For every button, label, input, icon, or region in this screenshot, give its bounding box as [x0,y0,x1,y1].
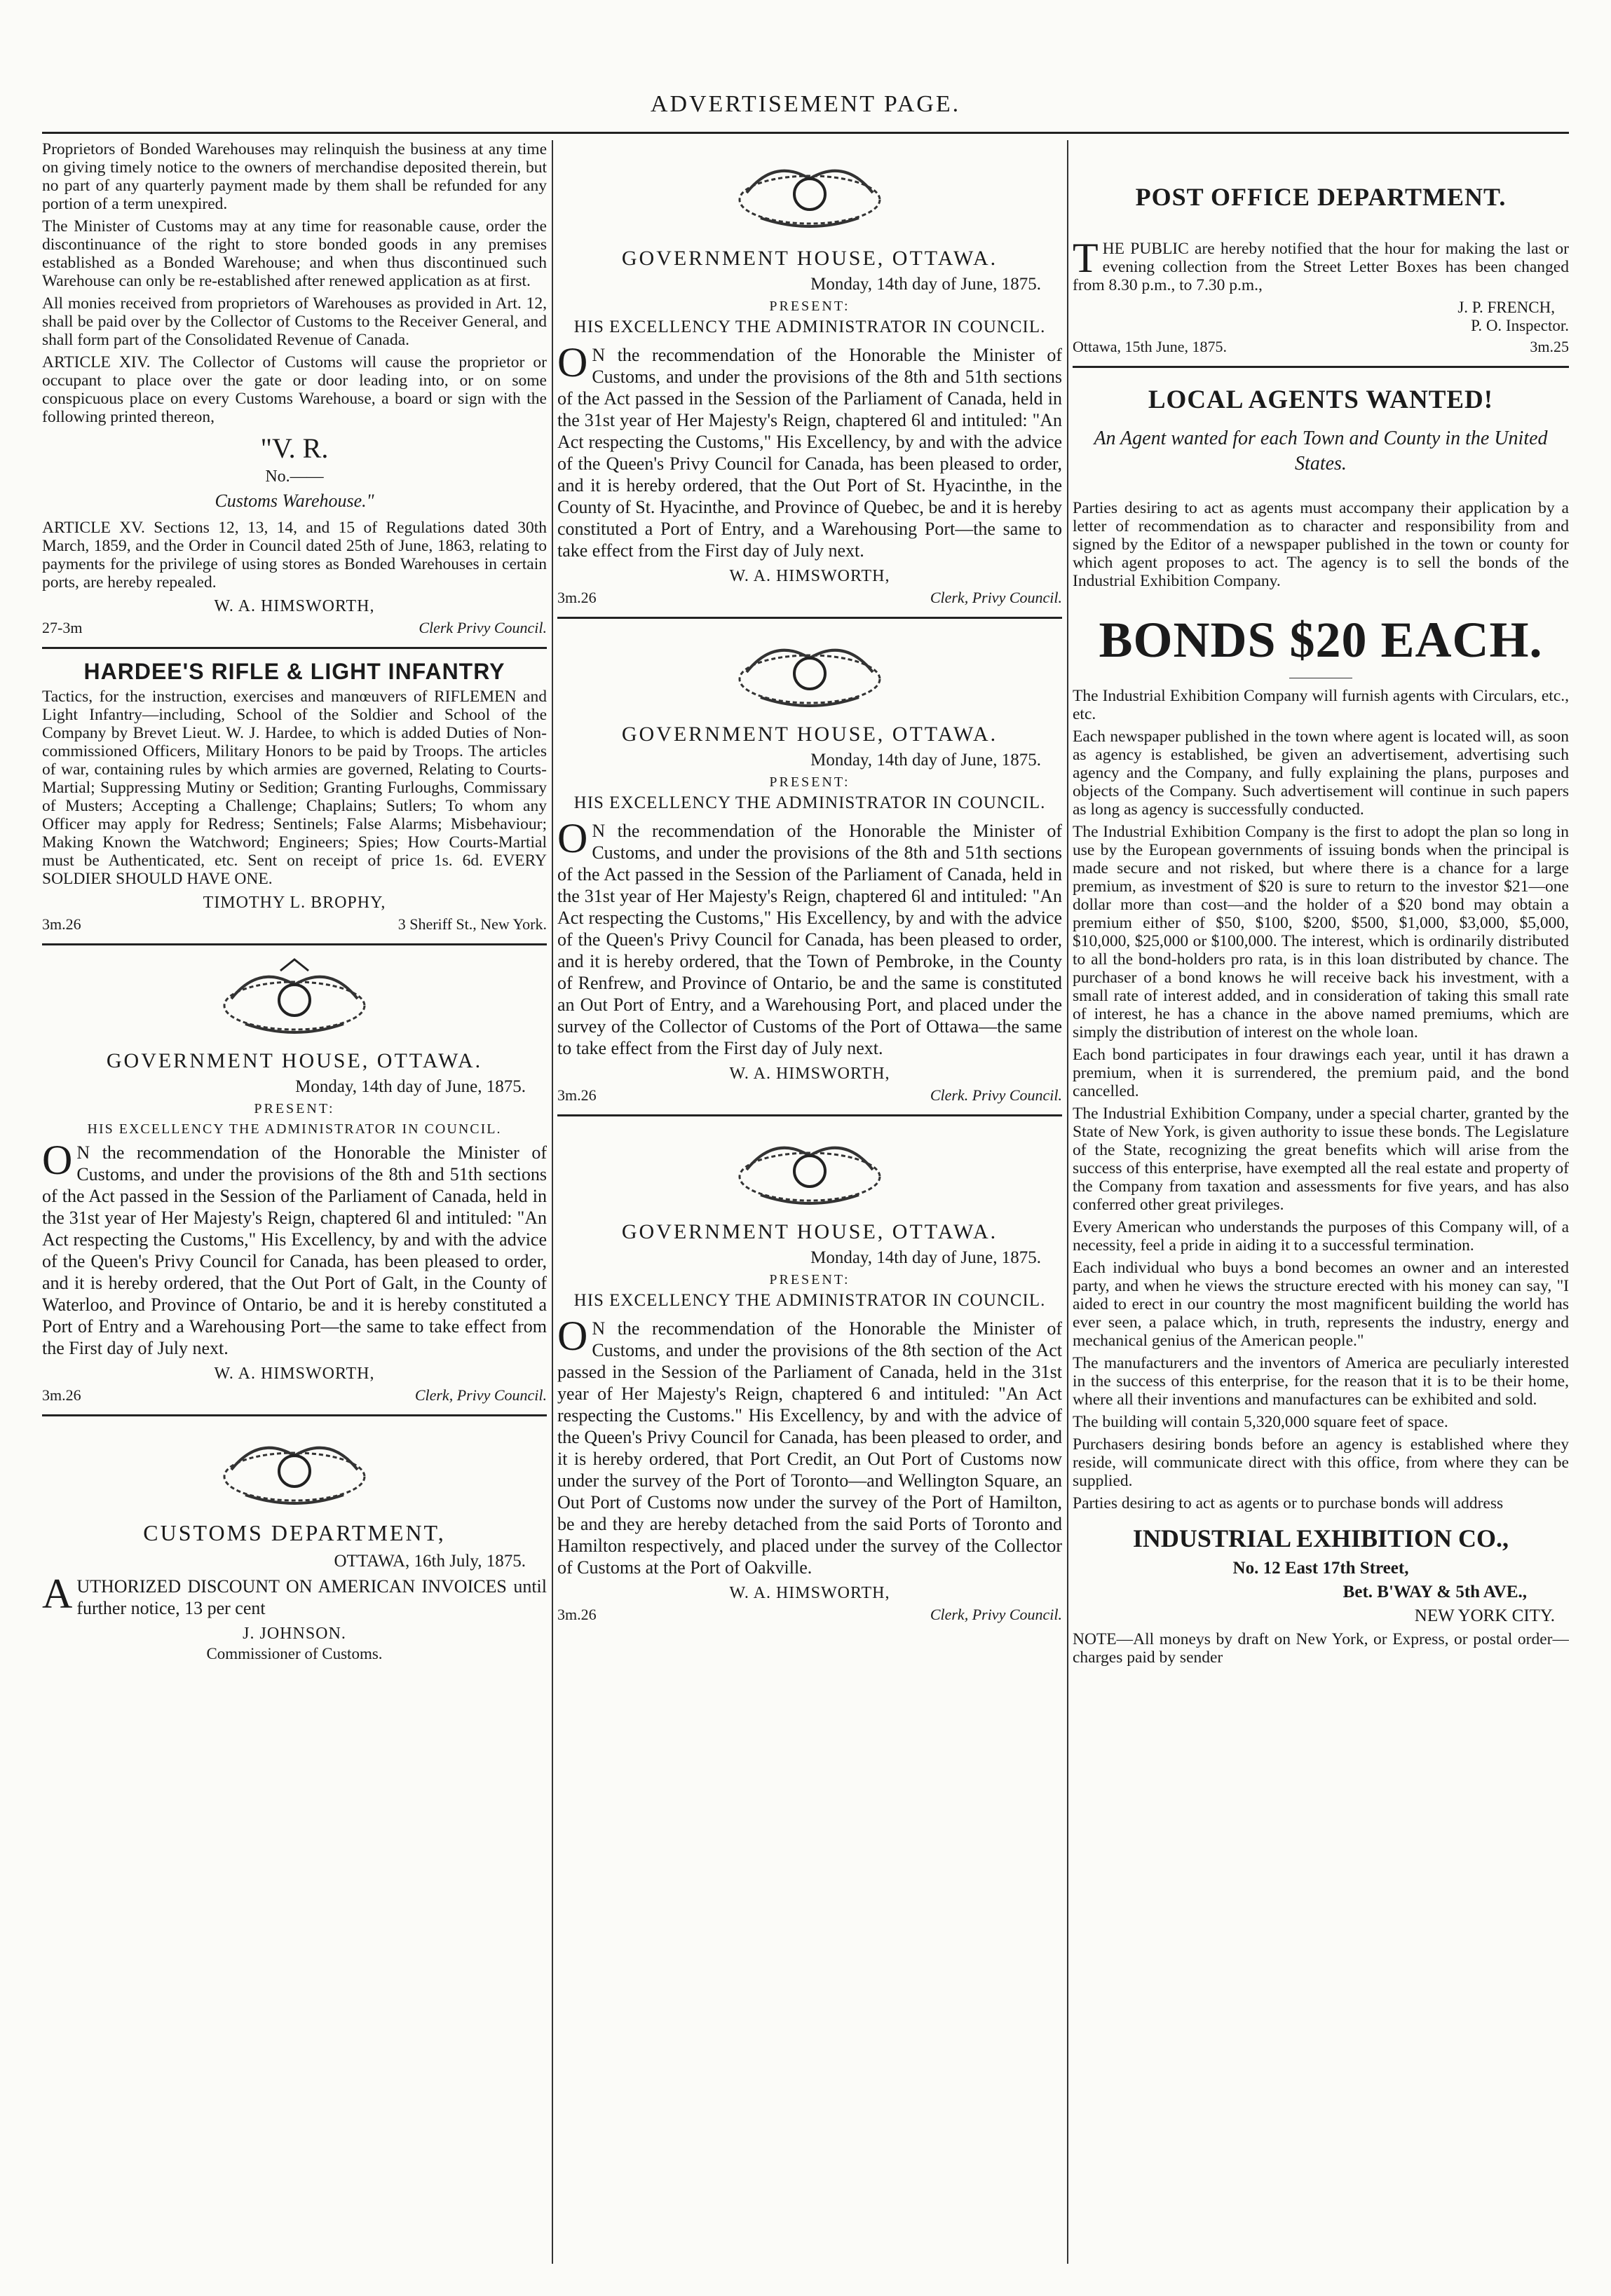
gov-clerk: Clerk, Privy Council. [930,589,1062,606]
bonds-paragraph: Each newspaper published in the town where agent is located will, as soon as agency is established, be given an advertisement, advertising such agency and the Company, and fully explaining the plans, purposes and objects of the Company. Such advertisement will continue in such papers as long as agency is successfully conducted. [1073,727,1569,819]
gov-signature-name: W. A. HIMSWORTH, [214,1365,375,1383]
address-line-1: No. 12 East 17th Street, [1232,1559,1409,1578]
section-rule [42,943,547,945]
his-excellency: HIS EXCELLENCY THE ADMINISTRATOR IN COUNCIL. [573,793,1046,812]
his-excellency: HIS EXCELLENCY THE ADMINISTRATOR IN COUNCIL. [573,317,1046,336]
bonds-paragraph: The building will contain 5,320,000 square feet of space. [1073,1413,1448,1431]
present-label: PRESENT: [769,299,850,314]
header-rule [42,132,1569,134]
post-office-text: THE PUBLIC are hereby notified that the hour for making the last or evening collection from the Street Letter Boxes has been changed from 8.30 p.m., to 7.30 p.m., [1073,235,1569,294]
hardees-ref: 3m.26 [42,915,81,933]
gov-ref: 3m.26 [42,1386,81,1404]
bonds-title: BONDS $20 EACH. [1099,612,1543,668]
column-2 [557,140,1062,2296]
signature-ref: 27-3m [42,619,83,636]
hardees-title: HARDEE'S RIFLE & LIGHT INFANTRY [83,659,505,684]
address-line-2: Bet. B'WAY & 5th AVE., [1342,1583,1527,1601]
gov-signature-name: W. A. HIMSWORTH, [729,1584,890,1602]
gov-signature-line [42,1386,547,1405]
signature-line [42,619,547,637]
crest-icon [719,630,901,714]
crest-icon [719,1128,901,1212]
gov-date: Monday, 14th day of June, 1875. [810,751,1041,770]
gov-order-text: ON the recommendation of the Honorable the Minister of Customs, and under the provisions of the 8th and 51th sections of the Act passed in the Session of the Parliament of Canada, held in the 31st year of Her Majesty's Reign, chaptered 6l and intituled: "An Act respecting the Customs," His Excellency, by and with the advice of the Queen's Privy Council for Canada, has been pleased to order, and it is hereby ordered, that the Out Port of St. Hyacinthe, in the County of St. Hyacinthe, and Province of Quebec, be and it is hereby constituted a Port of Entry, and a Warehousing Port—the same to take effect from the First day of July next. [557,339,1062,561]
no-mark: No.—— [265,467,324,486]
address-line-3: NEW YORK CITY. [1414,1606,1555,1625]
gov-house-title: GOVERNMENT HOUSE, OTTAWA. [621,723,998,746]
bonded-paragraph: All monies received from proprietors of Warehouses as provided in Art. 12, shall be paid over by the Collector of Customs to the Receiver General, and shall form part of the Consolidated Revenue of Canada. [42,294,547,349]
gov-clerk: Clerk. Privy Council. [930,1086,1062,1104]
bonds-paragraph: Purchasers desiring bonds before an agency is established where they reside, will communicate direct with this office, from where they can be supplied. [1073,1435,1569,1490]
local-agents-text: Parties desiring to act as agents must accompany their application by a letter of recommendation as to character and responsibility from and signed by the Editor of a newspaper published in the town or county for which agent proposes to act. The agency is to sell the bonds of the Industrial Exhibition Company. [1073,499,1569,590]
post-office-role: P. O. Inspector. [1471,317,1569,334]
post-office-ref: 3m.25 [1530,338,1569,355]
section-rule [42,1414,547,1416]
gov-ref: 3m.26 [557,589,597,606]
gov-signature-line [557,1086,1062,1105]
bonded-paragraph: Proprietors of Bonded Warehouses may relinquish the business at any time on giving timely notice to the owners of merchandise deposited therein, but no part of any quarterly payment made by them shall be refunded for any portion of a term unexpired. [42,140,547,213]
column-divider-2 [1067,140,1068,2264]
present-label: PRESENT: [769,1272,850,1287]
signature-title: Clerk Privy Council. [419,619,547,636]
customs-text: AUTHORIZED DISCOUNT ON AMERICAN INVOICES until further notice, 13 per cent [42,1571,547,1618]
gov-signature-line [557,589,1062,607]
present-label: PRESENT: [254,1101,335,1116]
gov-order-text: ON the recommendation of the Honorable the Minister of Customs, and under the provisions of the 8th and 51th sections of the Act passed in the Session of the Parliament of Canada, held in the 31st year of Her Majesty's Reign, chaptered 6l and intituled: "An Act respecting the Customs," His Excellency, by and with the advice of the Queen's Privy Council for Canada, has been pleased to order, and it is hereby ordered, that the Town of Pembroke, in the County of Renfrew, and Province of Ontario, be and the same is constituted an Out Port of Entry, and a Warehousing Port, and placed under the survey of the Collector of Customs of the Port of Ottawa—the same to take effect from the First day of July next. [557,815,1062,1058]
gov-ref: 3m.26 [557,1606,597,1623]
industrial-exhibition-title: INDUSTRIAL EXHIBITION CO., [1132,1524,1509,1552]
crest-icon [203,957,386,1041]
gov-signature-name: W. A. HIMSWORTH, [729,567,890,585]
article-xv: ARTICLE XV. Sections 12, 13, 14, and 15 of Regulations dated 30th March, 1859, and the Order in Council dated 25th of June, 1863, relating to payments for the privilege of using stores as Bonded Warehouses in certain ports, are hereby repealed. [42,519,547,592]
vr-mark: "V. R. [260,432,329,464]
customs-title: CUSTOMS DEPARTMENT, [143,1520,446,1545]
hardees-name: TIMOTHY L. BROPHY, [203,894,386,912]
bonded-paragraph: The Minister of Customs may at any time for reasonable cause, order the discontinuance of the right to store bonded goods in any premises established as a Bonded Warehouse; and when thus discontinued such Warehouse can only be re-established after renewed application as at first. [42,217,547,290]
bonds-paragraph: Each individual who buys a bond becomes an owner and an interested party, and when he views the structure erected with his money can say, "I aided to erect in our country the most magnificent building the world has ever seen, a palace which, in truth, represents the industry, energy and mechanical genius of the American people." [1073,1259,1569,1350]
gov-clerk: Clerk, Privy Council. [414,1386,547,1404]
local-agents-title: LOCAL AGENTS WANTED! [1148,385,1494,414]
his-excellency: HIS EXCELLENCY THE ADMINISTRATOR IN COUNCIL. [573,1291,1046,1310]
page-header: ADVERTISEMENT PAGE. [650,91,961,117]
gov-clerk: Clerk, Privy Council. [930,1606,1062,1623]
post-office-signature-line [1073,338,1569,356]
bonds-paragraph: The Industrial Exhibition Company, under a special charter, granted by the State of New York, is given authority to issue these bonds. The Legislature of the State, recognizing the great benefits which will arise from the success of this enterprise, have exempted all the real estate and property of the Company from taxation and assessments for five years, and has also conferred other great privileges. [1073,1105,1569,1214]
section-rule [557,1114,1062,1116]
gov-house-title: GOVERNMENT HOUSE, OTTAWA. [106,1049,483,1072]
bonds-paragraph: The Industrial Exhibition Company will furnish agents with Circulars, etc., etc. [1073,687,1569,723]
section-rule [1073,366,1569,368]
section-rule [42,647,547,649]
bonds-paragraph: Parties desiring to act as agents or to purchase bonds will address [1073,1494,1504,1512]
his-excellency: HIS EXCELLENCY THE ADMINISTRATOR IN COUNCIL. [87,1121,502,1137]
customs-name: J. JOHNSON. [243,1625,346,1643]
hardees-text: Tactics, for the instruction, exercises and manœuvers of RIFLEMEN and Light Infantry—including, School of the Soldier and School of the Company by Brevet Lieut. W. J. Hardee, to which is added Duties of Non-commissioned Officers, Military Honors to be paid by Troops. The articles of war, containing rules by which armies are governed, Relating to Courts-Martial; Suppressing Mutiny or Sedition; Granting Furloughs, Commissary of Musters; Accepting a Challenge; Chaplains; Sutlers; To whom any Officer may apply for Redress; Sentinels; False Alarms; Misbehaviour; Making Known the Watchword; Engineers; Spies; How Courts-Martial must be Authenticated, etc. Sent on receipt of price 1s. 6d. EVERY SOLDIER SHOULD HAVE ONE. [42,688,547,888]
bonds-paragraph: The Industrial Exhibition Company is the first to adopt the plan so long in use by the European governments of issuing bonds when the principal is made secure and not risked, but where there is a chance for a large premium, as investment of $20 is sure to return to the investor $21—one dollar more than cost—and the holder of a $20 bond may obtain a premium either of $50, $100, $200, $500, $1,000, $3,000, $5,000, $10,000, $25,000 or $100,000. The interest, which is ordinarily distributed to all the bond-holders pro rata, is in this loan distributed by chance. The purchaser of a bond knows he will receive back his investment, with a small rate of interest added, and in consideration of taking this small rate of interest, he has a chance in the above named premiums, which are simply the distribution of interest on the whole loan. [1073,823,1569,1041]
crest-icon [203,1428,386,1512]
note-text: NOTE—All moneys by draft on New York, or Express, or postal order—charges paid by sender [1073,1630,1569,1667]
gov-order-text: ON the recommendation of the Honorable the Minister of Customs, and under the provisions of the 8th and 51th sections of the Act passed in the Session of the Parliament of Canada, held in the 31st year of Her Majesty's Reign, chaptered 6l and intituled: "An Act respecting the Customs," His Excellency, by and with the advice of the Queen's Privy Council for Canada, has been pleased to order, and it is hereby ordered, that the Out Port of Galt, in the County of Waterloo, and Province of Ontario, be and it is hereby constituted a Port of Entry and a Warehousing Port—the same to take effect from the First day of July next. [42,1137,547,1358]
gov-ref: 3m.26 [557,1086,597,1104]
gov-house-title: GOVERNMENT HOUSE, OTTAWA. [621,247,998,270]
post-office-title: POST OFFICE DEPARTMENT. [1135,183,1507,211]
gov-date: Monday, 14th day of June, 1875. [810,275,1041,294]
customs-date: OTTAWA, 16th July, 1875. [334,1552,526,1571]
crest-icon [719,147,901,238]
bonds-paragraph: The manufacturers and the inventors of America are peculiarly interested in the success of this enterprise, for the reason that it is to be their home, where all their inventions and manufactures can be exhibited and sold. [1073,1354,1569,1409]
column-divider-1 [552,140,553,2264]
customs-sign: Commissioner of Customs. [206,1645,383,1662]
post-office-name: J. P. FRENCH, [1457,299,1555,316]
hardees-address: 3 Sheriff St., New York. [397,915,547,933]
gov-signature-line [557,1606,1062,1624]
signature-name: W. A. HIMSWORTH, [214,597,375,615]
gov-date: Monday, 14th day of June, 1875. [295,1077,526,1096]
column-1 [42,140,547,2296]
gov-date: Monday, 14th day of June, 1875. [810,1248,1041,1267]
gov-signature-name: W. A. HIMSWORTH, [729,1065,890,1083]
bonds-paragraph: Each bond participates in four drawings each year, until it has drawn a premium, when it is surrendered, the premium paid, and the bond cancelled. [1073,1046,1569,1100]
bonds-paragraph: Every American who understands the purposes of this Company will, of a necessity, feel a pride in aiding it to a successful termination. [1073,1218,1569,1255]
column-3 [1073,140,1569,2296]
post-office-date: Ottawa, 15th June, 1875. [1073,338,1227,355]
hardees-signature-line [42,915,547,934]
local-agents-italic: An Agent wanted for each Town and County in the United States. [1094,428,1548,474]
present-label: PRESENT: [769,774,850,790]
gov-order-text: ON the recommendation of the Honorable the Minister of Customs, and under the provisions of the 8th section of the Act passed in the Session of the Parliament of Canada, held in the 31st year of Her Majesty's Reign, chaptered 6 and intituled: "An Act respecting the Customs." His Excellency, by and with the advice of the Queen's Privy Council for Canada, has been pleased to order, and it is hereby ordered, that Port Credit, an Out Port of Customs now under the survey of the Port of Toronto—and Wellington Square, an Out Port of Customs now under the survey of the Port of Hamilton, be and they are hereby detached from the said Ports of Toronto and Hamilton respectively, and placed under the survey of the Collector of Customs at the Port of Oakville. [557,1313,1062,1578]
gov-house-title: GOVERNMENT HOUSE, OTTAWA. [621,1220,998,1243]
section-rule [557,617,1062,619]
bonded-paragraph: ARTICLE XIV. The Collector of Customs will cause the proprietor or occupant to place over the gate or door leading into, or on some conspicuous place on every Customs Warehouse, a board or sign with the following printed thereon, [42,353,547,426]
customs-warehouse-label: Customs Warehouse." [215,491,374,511]
